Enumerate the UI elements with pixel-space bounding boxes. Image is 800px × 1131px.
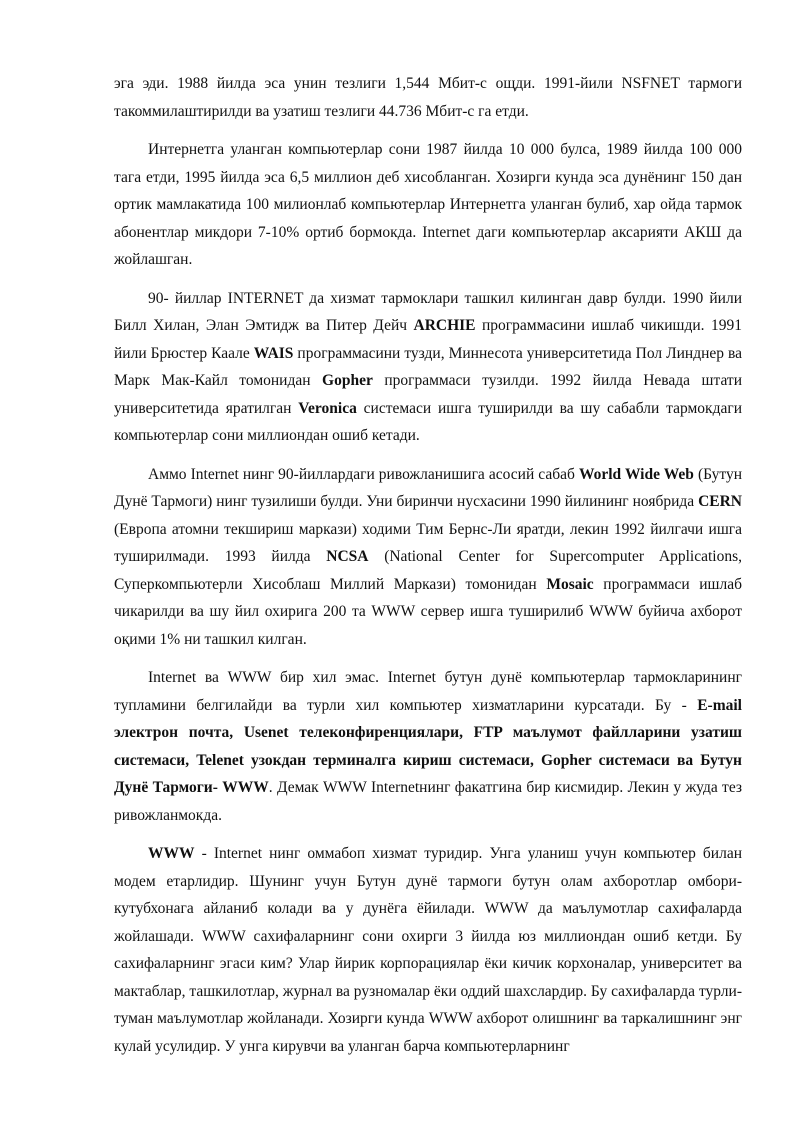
text-run: . Демак WWW Internetнинг факатгина бир кисмидир. Лекин у жуда тез ривожланмокда. xyxy=(114,779,743,824)
paragraph-4 xyxy=(114,461,742,654)
text-run: программасини ишлаб чикишди. 1991 йили Брюстер Каале xyxy=(114,317,742,362)
text-run: программасини тузди, Миннесота университетида Пол Линднер ва Марк Мак-Кайл томонидан xyxy=(114,344,742,389)
bold-term-cern: CERN xyxy=(698,493,742,510)
text-run: (Бутун Дунё Тармоги) нинг тузилиши булди. Уни биринчи нусхасини 1990 йилининг ноябрида xyxy=(114,465,743,510)
text-run: системаси ишга туширилди ва шу сабабли тармокдаги компьютерлар сони миллиондан ошиб кетади. xyxy=(114,399,743,444)
text-run: 90- йиллар INTERNET да хизмат тармоклари ташкил килинган давр булди. 1990 йили Билл Хилан, Элан Эмтидж ва Питер Дейч xyxy=(114,289,742,334)
bold-term-www: World Wide Web xyxy=(578,465,694,483)
bold-term-www: WWW xyxy=(148,845,195,862)
text-run: (Европа атомни текшириш маркази) ходими Тим Бернс-Ли яратди, лекин 1992 йилгачи ишга туширилмади. 1993 йилда xyxy=(114,520,742,565)
bold-services-list: E-mail электрон почта, Usenet телеконфиренциялари, FTP маълумот файлларини узатиш системаси, Telenet узокдан терминалга кириш системаси, Gopher системаси ва Бутун Дунё Тармоги- WWW xyxy=(114,696,742,796)
bold-term-archie: ARCHIE xyxy=(413,317,476,334)
paragraph-5 xyxy=(114,664,742,829)
paragraph-6 xyxy=(114,840,742,1060)
text-run: Internet ва WWW бир хил эмас. Internet бутун дунё компьютерлар тармокларининг тупламини белгилайди ва турли хил компьютер хизматларини курсатади. Бу - xyxy=(114,669,742,714)
paragraph-1 xyxy=(114,70,742,125)
text-run: программаси тузилди. 1992 йилда Невада штати университетида яратилган xyxy=(114,372,742,417)
bold-term-veronica: Veronica xyxy=(298,399,357,417)
bold-term-mosaic: Mosaic xyxy=(546,575,594,593)
text-run: программаси ишлаб чикарилди ва шу йил охирига 200 та WWW сервер ишга туширилиб WWW буйича ахборот оқими 1% ни ташкил килган. xyxy=(114,575,742,648)
text-run: (National Center for Supercomputer Applications, Суперкомпьютерли Хисоблаш Миллий Маркази) томонидан xyxy=(114,548,742,593)
document-body xyxy=(114,70,742,1071)
bold-term-ncsa: NCSA xyxy=(326,548,369,565)
bold-term-gopher: Gopher xyxy=(322,372,373,389)
paragraph-2 xyxy=(114,136,742,274)
bold-term-wais: WAIS xyxy=(253,344,294,362)
text-run: Интернетга уланган компьютерлар сони 1987 йилда 10 000 булса, 1989 йилда 100 000 тага етди, 1995 йилда эса 6,5 миллион деб хисобланган. Хозирги кунда эса дунёнинг 150 дан ортик мамлакатида 100 милионлаб компьютерлар Интернетга уланган булиб, хар ойда тармок абонентлар микдори 7-10% ортиб бормокда. Internet даги компьютерлар аксарияти АКШ да жойлашган. xyxy=(114,141,742,268)
text-run: - Internet нинг оммабоп хизмат туридир. Унга уланиш учун компьютер билан модем етарлидир. Шунинг учун Бутун дунё тармоги бутун олам ахборотлар омбори-кутубхонага айланиб колади ва у дунёга ёйилади. WWW да маълумотлар сахифаларда жойлашади. WWW сахифаларнинг сони охирги 3 йилда юз миллиондан ошиб кетди. Бу сахифаларнинг эгаси ким? Улар йирик корпорациялар ёки кичик корхоналар, университет ва мактаблар, ташкилотлар, журнал ва рузномалар ёки оддий шахслардир. Бу сахифаларда турли-туман маълумотлар жойланади. Хозирги кунда WWW ахборот олишнинг ва таркалишнинг энг кулай усулидир. У унга кирувчи ва уланган барча компьютерларнинг xyxy=(114,845,742,1055)
text-run: Аммо Internet нинг 90-йиллардаги ривожланишига асосий сабаб xyxy=(148,465,579,483)
text-run: эга эди. 1988 йилда эса унин тезлиги 1,544 Мбит-с ощди. 1991-йили NSFNET тармоги такоммилаштирилди ва узатиш тезлиги 44.736 Мбит-с га етди. xyxy=(114,75,742,120)
paragraph-3 xyxy=(114,285,742,450)
